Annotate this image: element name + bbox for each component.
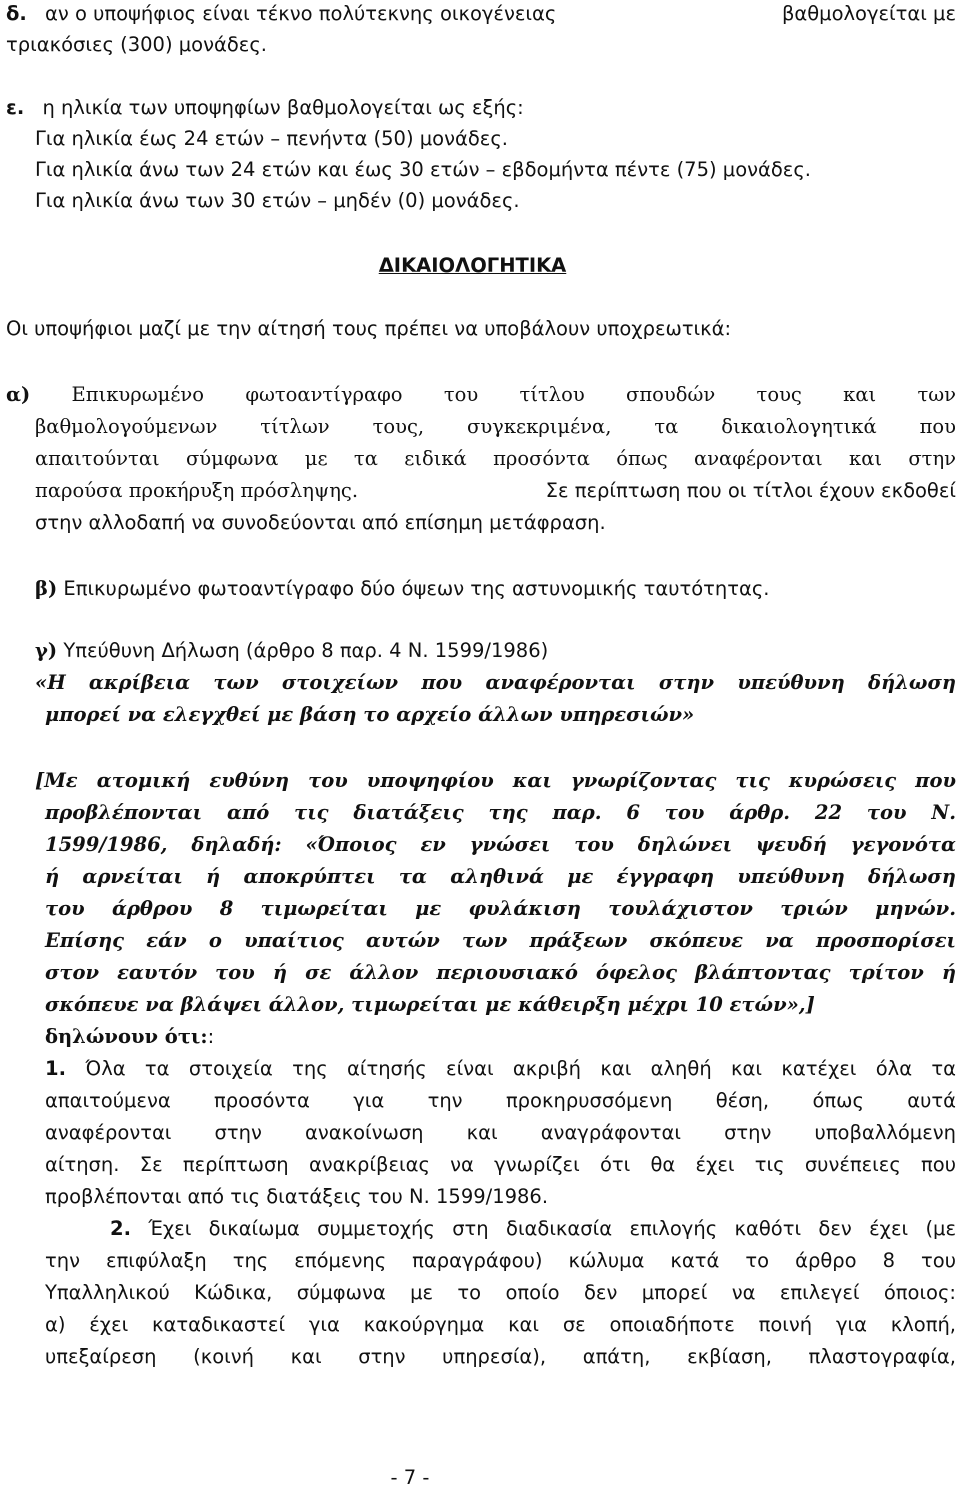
req-a-line2: βαθμολογούμενων τίτλων τους, συγκεκριμένα, τα δικαιολογητικά που bbox=[35, 415, 956, 438]
req-c-label: γ) bbox=[35, 639, 58, 662]
point2-line3: Υπαλληλικού Κώδικα, σύμφωνα με το οποίο δεν μπορεί να επιλεγεί όποιος: bbox=[45, 1281, 956, 1304]
req-b-text: Επικυρωμένο φωτοαντίγραφο δύο όψεων της αστυνομικής ταυτότητας. bbox=[63, 577, 770, 600]
item-epsilon-label: ε. bbox=[6, 96, 25, 119]
item-delta-text-start: αν ο υποψήφιος είναι τέκνο πολύτεκνης οικογένειας bbox=[45, 2, 557, 25]
page-number: - 7 - bbox=[390, 1466, 430, 1489]
liability-line8: σκόπευε να βλάψει άλλον, τιμωρείται με κάθειρξη μέχρι 10 ετών»,] bbox=[45, 993, 815, 1016]
req-a-line5: στην αλλοδαπή να συνοδεύονται από επίσημη μετάφραση. bbox=[35, 511, 606, 534]
accuracy-line2: μπορεί να ελεγχθεί με βάση το αρχείο άλλων υπηρεσιών» bbox=[45, 703, 695, 726]
req-a-text-4b: Σε περίπτωση που οι τίτλοι έχουν εκδοθεί bbox=[545, 479, 956, 502]
req-a-line4 bbox=[35, 475, 956, 507]
section-heading: ΔΙΚΑΙΟΛΟΓΗΤΙΚΑ bbox=[378, 254, 567, 277]
item-epsilon-line3: Για ηλικία άνω των 24 ετών και έως 30 ετών – εβδομήντα πέντε (75) μονάδες. bbox=[35, 158, 811, 181]
item-epsilon-line4: Για ηλικία άνω των 30 ετών – μηδέν (0) μονάδες. bbox=[35, 189, 520, 212]
point2-line4: α) έχει καταδικαστεί για κακούργημα και σε οποιαδήποτε ποινή για κλοπή, bbox=[45, 1313, 956, 1336]
point1-line1 bbox=[45, 1053, 956, 1085]
liability-line3: 1599/1986, δηλαδή: «Όποιος εν γνώσει του δηλώνει ψευδή γεγονότα bbox=[45, 833, 956, 856]
liability-line5: του άρθρου 8 τιμωρείται με φυλάκιση τουλάχιστον τριών μηνών. bbox=[45, 897, 956, 920]
declare-text: δηλώνουν ότι: bbox=[45, 1025, 208, 1048]
item-epsilon-line2: Για ηλικία έως 24 ετών – πενήντα (50) μονάδες. bbox=[35, 127, 508, 150]
liability-line4: ή αρνείται ή αποκρύπτει τα αληθινά με έγγραφη υπεύθυνη δήλωση bbox=[45, 865, 956, 888]
point1-text-1: Όλα τα στοιχεία της αίτησής είναι ακριβή και αληθή και κατέχει όλα τα bbox=[85, 1057, 956, 1080]
liability-line2: προβλέπονται από τις διατάξεις της παρ. 6 του άρθρ. 22 του Ν. bbox=[45, 801, 956, 824]
item-delta-label: δ. bbox=[6, 2, 27, 25]
point2-label: 2. bbox=[110, 1217, 131, 1240]
point1-label: 1. bbox=[45, 1057, 66, 1080]
item-delta-text-end: βαθμολογείται με bbox=[781, 2, 956, 25]
req-b-line bbox=[35, 573, 770, 605]
req-c-text: Υπεύθυνη Δήλωση (άρθρο 8 παρ. 4 Ν. 1599/1986) bbox=[63, 639, 549, 662]
req-c-line bbox=[35, 635, 548, 667]
liability-line1: [Με ατομική ευθύνη του υποψηφίου και γνωρίζοντας τις κυρώσεις που bbox=[35, 769, 956, 792]
item-delta-line2: τριακόσιες (300) μονάδες. bbox=[6, 33, 267, 56]
req-b-label: β) bbox=[35, 577, 58, 600]
declare-colon: : bbox=[207, 1025, 215, 1048]
point1-line4: αίτηση. Σε περίπτωση ανακρίβειας να γνωρίζει ότι θα έχει τις συνέπειες που bbox=[45, 1153, 956, 1176]
intro-text: Οι υποψήφιοι μαζί με την αίτησή τους πρέπει να υποβάλουν υποχρεωτικά: bbox=[6, 317, 732, 340]
req-a-text-1: Επικυρωμένο φωτοαντίγραφο του τίτλου σπουδών τους και των bbox=[71, 383, 956, 406]
item-epsilon-line1 bbox=[6, 92, 524, 124]
req-a-line3: απαιτούνται σύμφωνα με τα ειδικά προσόντα όπως αναφέρονται και στην bbox=[35, 447, 956, 470]
liability-line7: στον εαυτόν του ή σε άλλον περιουσιακό όφελος βλάπτοντας τρίτον ή bbox=[45, 961, 956, 984]
declare-line bbox=[45, 1021, 214, 1053]
point1-line5: προβλέπονται από τις διατάξεις του Ν. 1599/1986. bbox=[45, 1185, 549, 1208]
point2-line1 bbox=[55, 1213, 956, 1245]
item-delta-line1 bbox=[6, 0, 956, 30]
req-a-label: α) bbox=[6, 383, 31, 406]
point1-line2: απαιτούμενα προσόντα για την προκηρυσσόμενη θέση, όπως αυτά bbox=[45, 1089, 956, 1112]
req-a-line1 bbox=[6, 379, 956, 411]
liability-line6: Επίσης εάν ο υπαίτιος αυτών των πράξεων σκόπευε να προσπορίσει bbox=[45, 929, 956, 952]
item-epsilon-text: η ηλικία των υποψηφίων βαθμολογείται ως εξής: bbox=[42, 96, 524, 119]
point2-line2: την επιφύλαξη της επόμενης παραγράφου) κώλυμα κατά το άρθρο 8 του bbox=[45, 1249, 956, 1272]
point2-text-1: Έχει δικαίωμα συμμετοχής στη διαδικασία επιλογής καθότι δεν έχει (με bbox=[148, 1217, 956, 1240]
point1-line3: αναφέρονται στην ανακοίνωση και αναγράφονται στην υποβαλλόμενη bbox=[45, 1121, 956, 1144]
accuracy-line1: «Η ακρίβεια των στοιχείων που αναφέρονται στην υπεύθυνη δήλωση bbox=[35, 671, 956, 694]
req-a-text-4a: παρούσα προκήρυξη πρόσληψης. bbox=[35, 479, 359, 502]
point2-line5: υπεξαίρεση (κοινή και στην υπηρεσία), απάτη, εκβίαση, πλαστογραφία, bbox=[45, 1345, 956, 1368]
